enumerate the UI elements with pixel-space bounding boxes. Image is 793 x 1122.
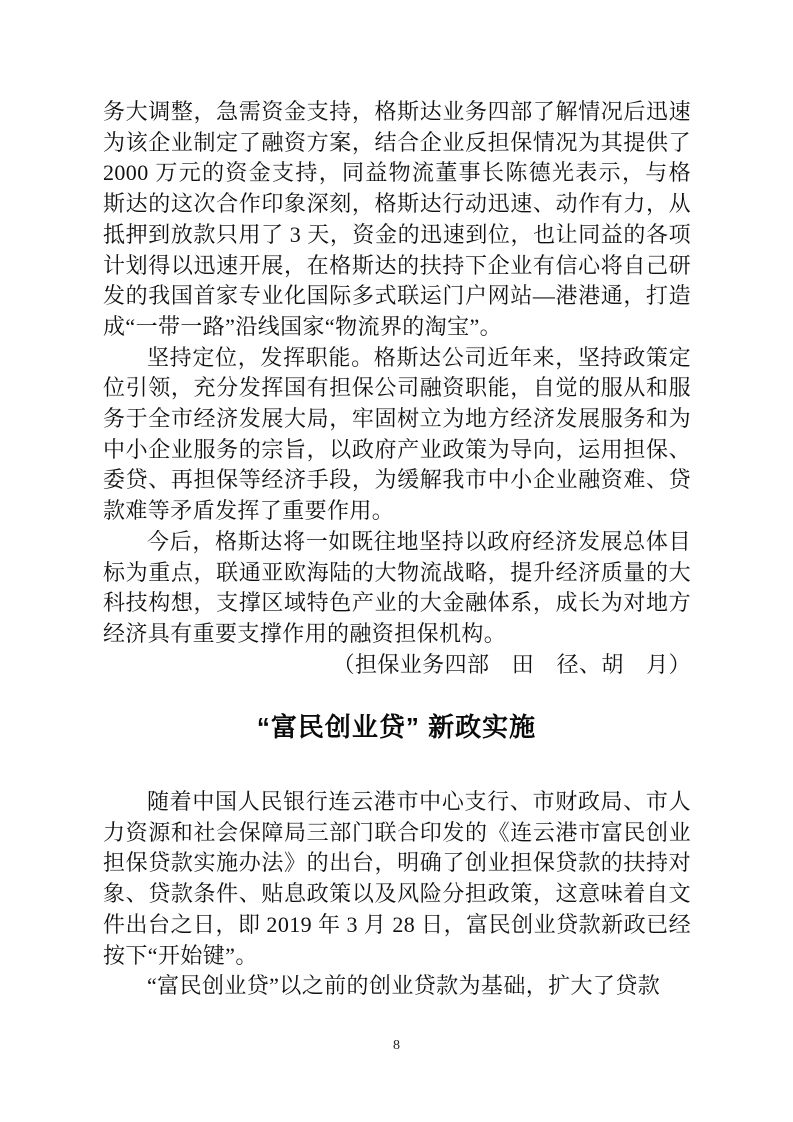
page-number: 8: [393, 1038, 400, 1053]
section-heading: “富民创业贷” 新政实施: [256, 712, 537, 742]
attribution-line: （担保业务四部 田 径、胡 月）: [332, 651, 691, 677]
body-paragraph-continuation: 务大调整，急需资金支持，格斯达业务四部了解情况后迅速为该企业制定了融资方案，结合企业反担保情况为其提供了 2000 万元的资金支持，同益物流董事长陈德光表示，与格斯达的这次合作印象深刻，格斯达行动迅速、动作有力，从抵押到放款只用了 3 天，资金的迅速到位，也让同益的各项计划得以迅速开展，在格斯达的扶持下企业有信心将自己研发的我国首家专业化国际多式联运门户网站—港港通，打造成“一带一路”沿线国家“物流界的淘宝”。: [103, 99, 691, 339]
loan-article-body: [103, 787, 691, 1002]
body-paragraph: 坚持定位，发挥职能。格斯达公司近年来，坚持政策定位引领，充分发挥国有担保公司融资职能，自觉的服从和服务于全市经济发展大局，牢固树立为地方经济发展服务和为中小企业服务的宗旨，以政府产业政策为导向，运用担保、委贷、再担保等经济手段，为缓解我市中小企业融资难、贷款难等矛盾发挥了重要作用。: [103, 344, 691, 524]
body-paragraph-truncated: “富民创业贷”以之前的创业贷款为基础，扩大了贷款: [147, 973, 661, 999]
body-paragraph: 今后，格斯达将一如既往地坚持以政府经济发展总体目标为重点，联通亚欧海陆的大物流战略，提升经济质量的大科技构想，支撑区域特色产业的大金融体系，成长为对地方经济具有重要支撑作用的融资担保机构。: [103, 528, 691, 646]
guarantee-article-body: [103, 97, 691, 680]
body-paragraph: 随着中国人民银行连云港市中心支行、市财政局、市人力资源和社会保障局三部门联合印发的《连云港市富民创业担保贷款实施办法》的出台，明确了创业担保贷款的扶持对象、贷款条件、贴息政策以及风险分担政策，这意味着自文件出台之日，即 2019 年 3 月 28 日，富民创业贷款新政已经按下“开始键”。: [103, 789, 691, 968]
